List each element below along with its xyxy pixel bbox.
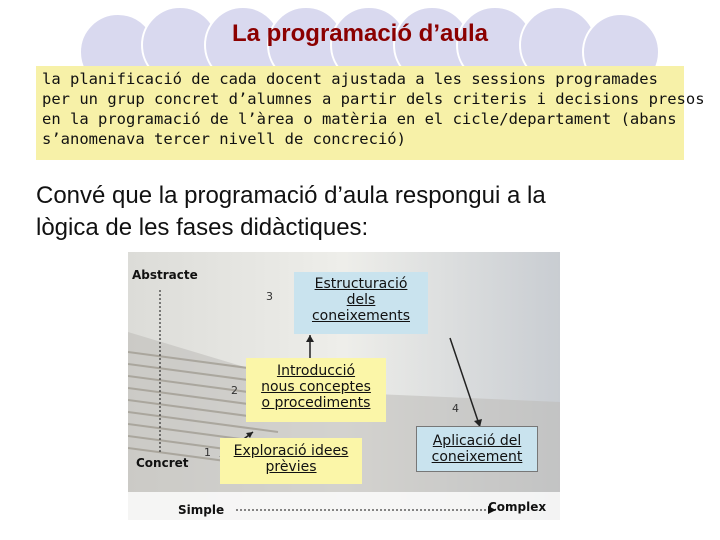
axis-label-concrete: Concret — [136, 456, 189, 470]
axis-label-abstract: Abstracte — [132, 268, 198, 282]
phase-line: Exploració idees — [233, 443, 349, 459]
definition-box — [36, 66, 705, 160]
phase-number: 2 — [231, 384, 238, 397]
phase-line: coneixement — [431, 449, 523, 465]
axis-label-complex: Complex — [488, 500, 547, 514]
lead-line: lògica de les fases didàctiques: — [36, 214, 369, 241]
page-title: La programació d’aula — [231, 20, 489, 47]
phase-exploration — [220, 438, 362, 484]
phase-line: Estructuració — [314, 276, 408, 292]
phase-structuring — [294, 272, 428, 334]
definition-line: en la programació de l’àrea o matèria en el cicle/departament (abans — [42, 110, 677, 128]
phase-line: Aplicació del — [432, 433, 522, 449]
lead-paragraph — [36, 180, 696, 244]
definition-line: per un grup concret d’alumnes a partir dels criteris i decisions presos — [42, 90, 705, 108]
phase-number: 4 — [452, 402, 459, 415]
phase-line: dels — [346, 292, 376, 308]
phase-number: 3 — [266, 290, 273, 303]
phase-introduction — [246, 358, 386, 422]
axis-label-simple: Simple — [178, 503, 225, 517]
didactic-phases-figure — [128, 252, 560, 520]
definition-line: s’anomenava tercer nivell de concreció) — [42, 130, 406, 148]
phase-application — [416, 426, 538, 472]
definition-line: la planificació de cada docent ajustada a les sessions programades — [42, 70, 658, 88]
phase-number: 1 — [204, 446, 211, 459]
phase-line: o procediments — [261, 395, 371, 411]
phase-line: nous conceptes — [261, 379, 371, 395]
phase-line: prèvies — [265, 459, 317, 475]
phase-line: coneixements — [311, 308, 410, 324]
lead-line: Convé que la programació d’aula respongui a la — [36, 182, 546, 209]
phase-line: Introducció — [276, 363, 356, 379]
